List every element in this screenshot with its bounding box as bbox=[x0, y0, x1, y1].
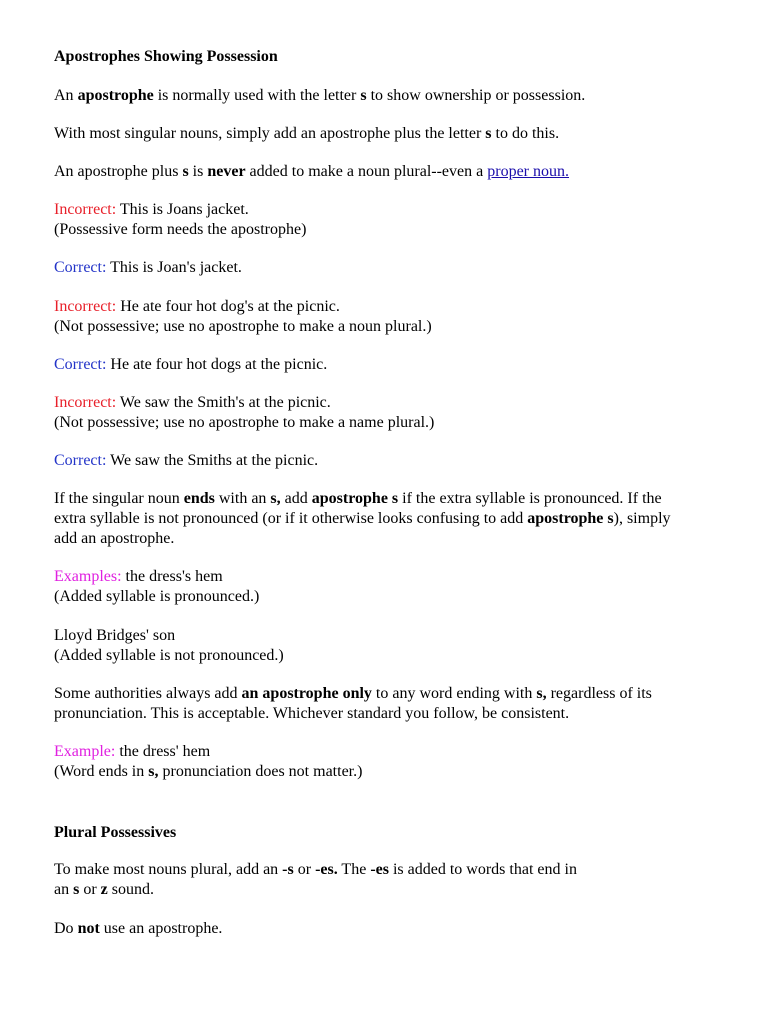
body-text: the dress' hem bbox=[115, 743, 211, 760]
bold-text: -s bbox=[282, 861, 294, 878]
paragraph-singular-nouns bbox=[54, 124, 724, 144]
body-text: This is Joans jacket. bbox=[116, 201, 249, 218]
bold-text: apostrophe bbox=[77, 87, 154, 104]
example-note: (Possessive form needs the apostrophe) bbox=[54, 221, 307, 238]
bold-text: s bbox=[182, 163, 189, 180]
body-text: To make most nouns plural, add an bbox=[54, 861, 283, 878]
bold-text: never bbox=[207, 163, 246, 180]
bold-text: s bbox=[360, 87, 367, 104]
body-text: Lloyd Bridges' son bbox=[54, 627, 176, 644]
example-correct-hot-dogs bbox=[54, 355, 724, 375]
body-text: With most singular nouns, simply add an apostrophe plus the letter bbox=[54, 125, 486, 142]
paragraph-make-plural bbox=[54, 860, 724, 900]
body-text: Do bbox=[54, 920, 78, 937]
body-text: an bbox=[54, 881, 74, 898]
body-text: to show ownership or possession. bbox=[366, 87, 586, 104]
body-text: pronunciation. This is acceptable. Whichever standard you follow, be consistent. bbox=[54, 705, 570, 722]
incorrect-label: Incorrect: bbox=[54, 298, 117, 315]
paragraph-intro bbox=[54, 86, 724, 106]
body-text: or bbox=[79, 881, 101, 898]
correct-label: Correct: bbox=[54, 356, 107, 373]
example-note: (Not possessive; use no apostrophe to make a name plural.) bbox=[54, 414, 435, 431]
example-dress-hem bbox=[54, 567, 724, 607]
bold-text: s, bbox=[270, 490, 281, 507]
example-correct-joans bbox=[54, 258, 724, 278]
example-incorrect-joans bbox=[54, 200, 724, 240]
bold-text: -es. bbox=[315, 861, 338, 878]
bold-text: s bbox=[485, 125, 492, 142]
bold-text: s, bbox=[536, 685, 547, 702]
body-text: with an bbox=[214, 490, 271, 507]
section-heading-plural-possessives bbox=[54, 823, 724, 843]
body-text: use an apostrophe. bbox=[99, 920, 223, 937]
body-text: Some authorities always add bbox=[54, 685, 242, 702]
correct-label: Correct: bbox=[54, 259, 107, 276]
bold-text: ends bbox=[183, 490, 215, 507]
paragraph-never-plural bbox=[54, 162, 724, 182]
example-note: (Added syllable is pronounced.) bbox=[54, 588, 260, 605]
bold-text: Plural Possessives bbox=[54, 824, 177, 841]
bold-text: z bbox=[100, 881, 108, 898]
bold-text: an apostrophe only bbox=[241, 685, 372, 702]
body-text: or bbox=[293, 861, 316, 878]
incorrect-label: Incorrect: bbox=[54, 394, 117, 411]
proper-noun-link[interactable]: proper noun. bbox=[487, 163, 569, 180]
bold-text: not bbox=[77, 920, 100, 937]
body-text: is normally used with the letter bbox=[153, 87, 361, 104]
body-text: (Word ends in bbox=[54, 763, 149, 780]
body-text: is bbox=[188, 163, 208, 180]
example-incorrect-hot-dogs bbox=[54, 297, 724, 337]
body-text: He ate four hot dogs at the picnic. bbox=[106, 356, 328, 373]
body-text: The bbox=[337, 861, 371, 878]
body-text: regardless of its bbox=[546, 685, 652, 702]
paragraph-no-apostrophe bbox=[54, 919, 724, 939]
example-dress-apostrophe-hem bbox=[54, 742, 724, 782]
bold-text: Apostrophes Showing Possession bbox=[54, 48, 278, 65]
body-text: is added to words that end in bbox=[388, 861, 577, 878]
body-text: sound. bbox=[107, 881, 155, 898]
bold-text: -es bbox=[370, 861, 389, 878]
bold-text: apostrophe s bbox=[311, 490, 399, 507]
incorrect-label: Incorrect: bbox=[54, 201, 117, 218]
body-text: If the singular noun bbox=[54, 490, 184, 507]
body-text: to any word ending with bbox=[371, 685, 537, 702]
body-text: extra syllable is not pronounced (or if it otherwise looks confusing to add bbox=[54, 510, 528, 527]
body-text: pronunciation does not matter.) bbox=[158, 763, 363, 780]
body-text: He ate four hot dog's at the picnic. bbox=[116, 298, 340, 315]
example-note: (Not possessive; use no apostrophe to make a noun plural.) bbox=[54, 318, 432, 335]
body-text: the dress's hem bbox=[121, 568, 223, 585]
paragraph-singular-ends-s bbox=[54, 489, 724, 549]
body-text: to do this. bbox=[491, 125, 560, 142]
section-heading-possession bbox=[54, 47, 724, 67]
example-incorrect-smiths bbox=[54, 393, 724, 433]
bold-text: s bbox=[73, 881, 80, 898]
body-text: This is Joan's jacket. bbox=[106, 259, 242, 276]
body-text: add an apostrophe. bbox=[54, 530, 175, 547]
body-text: add bbox=[280, 490, 312, 507]
body-text: An apostrophe plus bbox=[54, 163, 183, 180]
body-text: added to make a noun plural--even a bbox=[245, 163, 488, 180]
example-note: (Added syllable is not pronounced.) bbox=[54, 647, 284, 664]
paragraph-authorities bbox=[54, 684, 724, 724]
body-text: if the extra syllable is pronounced. If the bbox=[398, 490, 662, 507]
example-lloyd-bridges bbox=[54, 626, 724, 666]
body-text: ), simply bbox=[613, 510, 671, 527]
body-text: An bbox=[54, 87, 78, 104]
examples-label: Examples: bbox=[54, 568, 122, 585]
example-correct-smiths bbox=[54, 451, 724, 471]
example-label: Example: bbox=[54, 743, 116, 760]
correct-label: Correct: bbox=[54, 452, 107, 469]
bold-text: apostrophe s bbox=[527, 510, 614, 527]
bold-text: s, bbox=[148, 763, 159, 780]
body-text: We saw the Smiths at the picnic. bbox=[106, 452, 319, 469]
body-text: We saw the Smith's at the picnic. bbox=[116, 394, 331, 411]
